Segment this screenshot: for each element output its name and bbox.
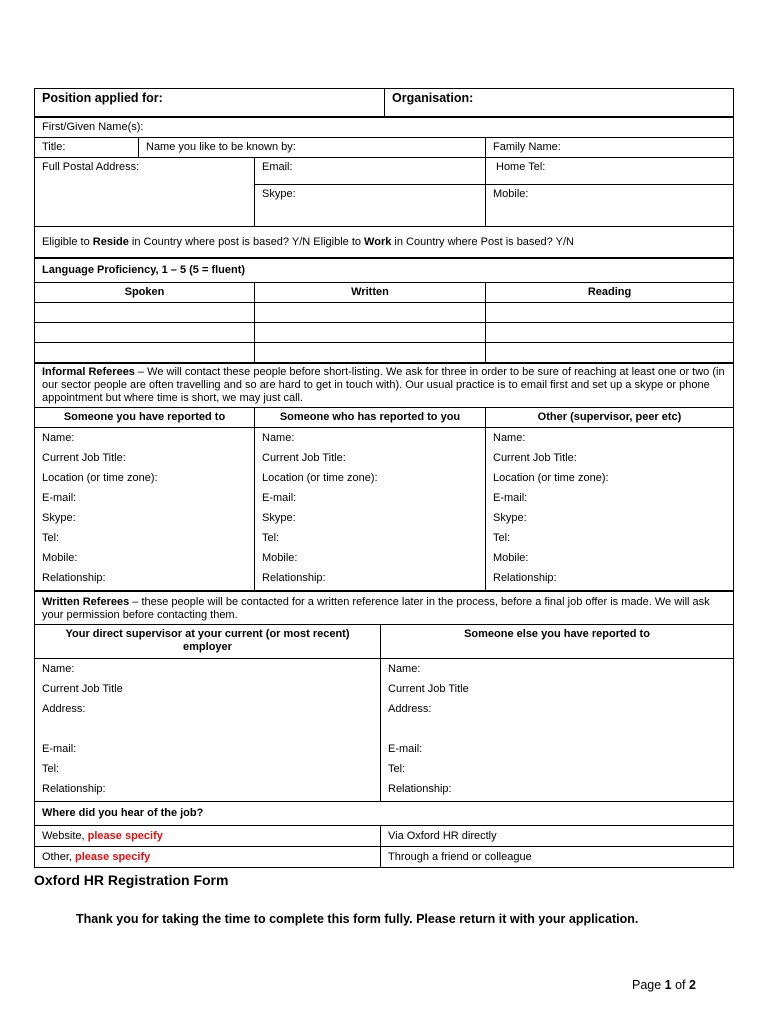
referee-job-title-label: Current Job Title: bbox=[262, 452, 346, 464]
language-cell[interactable] bbox=[486, 303, 734, 323]
informal-col-3-label: Other (supervisor, peer etc) bbox=[537, 411, 682, 423]
informal-referee-3[interactable] bbox=[486, 428, 734, 591]
via-oxford-label: Via Oxford HR directly bbox=[388, 829, 497, 842]
title-label: Title: bbox=[42, 141, 66, 153]
referee-name-label: Name: bbox=[42, 432, 75, 444]
other-please-specify: please specify bbox=[75, 850, 151, 863]
position-table bbox=[34, 88, 734, 117]
referee-relationship-label: Relationship: bbox=[262, 572, 326, 584]
informal-referee-1[interactable] bbox=[35, 428, 255, 591]
form-title: Oxford HR Registration Form bbox=[34, 872, 229, 888]
referee-email-label: E-mail: bbox=[493, 492, 528, 504]
referee-name-label: Name: bbox=[262, 432, 295, 444]
page-total: 2 bbox=[689, 978, 696, 992]
informal-referees-text: – We will contact these people before short-listing. We ask for three in order to be sure of reaching at least one or two (in our sector people are often travelling and so are hard to get in touch with). Our usual practice is to email first and set up a skype or phone appointment but where time is short, we may just call. bbox=[42, 366, 725, 404]
skype-label: Skype: bbox=[262, 188, 296, 200]
written-job-title-label: Current Job Title bbox=[388, 683, 469, 695]
registration-form bbox=[34, 88, 733, 868]
language-cell[interactable] bbox=[255, 343, 486, 363]
written-name-label: Name: bbox=[42, 663, 75, 675]
other-label: Other, bbox=[42, 850, 76, 863]
informal-col-reported-to bbox=[35, 408, 255, 428]
referee-mobile-label: Mobile: bbox=[493, 552, 529, 564]
organisation-label: Organisation: bbox=[392, 91, 474, 105]
mobile-label: Mobile: bbox=[493, 188, 529, 200]
written-referees-intro bbox=[35, 592, 734, 625]
referee-job-title-label: Current Job Title: bbox=[493, 452, 577, 464]
thanks-message: Thank you for taking the time to complete this form fully. Please return it with your application. bbox=[76, 912, 639, 926]
job-source-heading-text: Where did you hear of the job? bbox=[42, 807, 204, 819]
written-referee-2[interactable] bbox=[381, 659, 734, 802]
referee-tel-label: Tel: bbox=[493, 532, 511, 544]
informal-col-other bbox=[486, 408, 734, 428]
informal-referees-intro bbox=[35, 364, 734, 408]
email-field[interactable] bbox=[255, 158, 486, 185]
language-cell[interactable] bbox=[486, 323, 734, 343]
referee-mobile-label: Mobile: bbox=[262, 552, 298, 564]
referee-skype-label: Skype: bbox=[262, 512, 296, 524]
informal-referees-table bbox=[34, 363, 734, 591]
written-referees-lead: Written Referees bbox=[42, 596, 130, 608]
language-cell[interactable] bbox=[255, 323, 486, 343]
eligibility-text-1: Eligible to bbox=[42, 235, 93, 248]
written-address-blank bbox=[42, 719, 373, 739]
written-relationship-label: Relationship: bbox=[42, 783, 106, 795]
referee-skype-label: Skype: bbox=[42, 512, 76, 524]
written-email-label: E-mail: bbox=[388, 743, 423, 755]
written-col-1-label: Your direct supervisor at your current (or most recent) employer bbox=[65, 628, 350, 653]
language-col-spoken bbox=[35, 283, 255, 303]
language-cell[interactable] bbox=[35, 303, 255, 323]
postal-address-field[interactable] bbox=[35, 158, 255, 227]
referee-mobile-label: Mobile: bbox=[42, 552, 78, 564]
known-by-label: Name you like to be known by: bbox=[146, 141, 296, 153]
written-address-label: Address: bbox=[388, 703, 432, 715]
personal-details-table bbox=[34, 117, 734, 258]
referee-tel-label: Tel: bbox=[42, 532, 60, 544]
page-of: of bbox=[671, 978, 689, 992]
mobile-field[interactable] bbox=[486, 185, 734, 227]
reading-label: Reading bbox=[587, 286, 632, 298]
written-referees-table bbox=[34, 591, 734, 868]
written-referees-text: – these people will be contacted for a written reference later in the process, before a final job offer is made. We will ask your permission before contacting them. bbox=[42, 596, 710, 621]
job-source-oxford[interactable] bbox=[381, 826, 734, 847]
referee-tel-label: Tel: bbox=[262, 532, 280, 544]
page-current: 1 bbox=[664, 978, 672, 992]
eligibility-row bbox=[35, 227, 734, 258]
informal-col-1-label: Someone you have reported to bbox=[63, 411, 226, 423]
eligibility-work: Work bbox=[364, 235, 392, 248]
written-referee-1[interactable] bbox=[35, 659, 381, 802]
job-source-heading bbox=[35, 802, 734, 826]
referee-location-label: Location (or time zone): bbox=[493, 472, 609, 484]
referee-skype-label: Skype: bbox=[493, 512, 527, 524]
referee-job-title-label: Current Job Title: bbox=[42, 452, 126, 464]
written-tel-label: Tel: bbox=[388, 763, 406, 775]
home-tel-field[interactable] bbox=[486, 158, 734, 185]
job-source-website[interactable] bbox=[35, 826, 381, 847]
position-field[interactable] bbox=[35, 89, 385, 117]
written-name-label: Name: bbox=[388, 663, 421, 675]
written-email-label: E-mail: bbox=[42, 743, 77, 755]
referee-relationship-label: Relationship: bbox=[42, 572, 106, 584]
first-name-field[interactable] bbox=[35, 118, 734, 138]
written-job-title-label: Current Job Title bbox=[42, 683, 123, 695]
family-name-field[interactable] bbox=[486, 138, 734, 158]
referee-email-label: E-mail: bbox=[262, 492, 297, 504]
job-source-other[interactable] bbox=[35, 847, 381, 868]
written-tel-label: Tel: bbox=[42, 763, 60, 775]
written-address-blank bbox=[388, 719, 726, 739]
referee-location-label: Location (or time zone): bbox=[42, 472, 158, 484]
informal-referee-2[interactable] bbox=[255, 428, 486, 591]
family-name-label: Family Name: bbox=[493, 141, 561, 153]
referee-location-label: Location (or time zone): bbox=[262, 472, 378, 484]
organisation-field[interactable] bbox=[385, 89, 734, 117]
language-heading-text: Language Proficiency, 1 – 5 (5 = fluent) bbox=[42, 264, 246, 276]
website-please-specify: please specify bbox=[87, 829, 163, 842]
website-label: Website, bbox=[42, 829, 88, 842]
written-address-label: Address: bbox=[42, 703, 86, 715]
language-heading bbox=[35, 259, 734, 283]
job-source-friend[interactable] bbox=[381, 847, 734, 868]
title-field[interactable] bbox=[35, 138, 139, 158]
postal-address-label: Full Postal Address: bbox=[42, 161, 140, 173]
eligibility-text-2: in Country where post is based? Y/N Eligible to bbox=[128, 235, 365, 248]
spoken-label: Spoken bbox=[124, 286, 165, 298]
eligibility-reside: Reside bbox=[92, 235, 129, 248]
eligibility-text-3: in Country where Post is based? Y/N bbox=[391, 235, 574, 248]
language-cell[interactable] bbox=[255, 303, 486, 323]
referee-name-label: Name: bbox=[493, 432, 526, 444]
informal-col-reported-by bbox=[255, 408, 486, 428]
referee-relationship-label: Relationship: bbox=[493, 572, 557, 584]
position-label: Position applied for: bbox=[42, 91, 163, 105]
through-friend-label: Through a friend or colleague bbox=[388, 850, 532, 863]
written-col-supervisor bbox=[35, 625, 381, 659]
language-cell[interactable] bbox=[35, 323, 255, 343]
language-table bbox=[34, 258, 734, 363]
language-cell[interactable] bbox=[486, 343, 734, 363]
language-col-reading bbox=[486, 283, 734, 303]
email-label: Email: bbox=[262, 161, 293, 173]
page-number bbox=[632, 978, 696, 992]
written-col-other bbox=[381, 625, 734, 659]
informal-col-2-label: Someone who has reported to you bbox=[279, 411, 461, 423]
written-label: Written bbox=[351, 286, 389, 298]
home-tel-label: Home Tel: bbox=[496, 161, 546, 173]
first-name-label: First/Given Name(s): bbox=[42, 121, 144, 133]
written-col-2-label: Someone else you have reported to bbox=[464, 628, 650, 640]
referee-email-label: E-mail: bbox=[42, 492, 77, 504]
informal-referees-lead: Informal Referees bbox=[42, 366, 135, 378]
skype-field[interactable] bbox=[255, 185, 486, 227]
page-prefix: Page bbox=[632, 978, 665, 992]
language-cell[interactable] bbox=[35, 343, 255, 363]
language-col-written bbox=[255, 283, 486, 303]
written-relationship-label: Relationship: bbox=[388, 783, 452, 795]
known-by-field[interactable] bbox=[139, 138, 486, 158]
